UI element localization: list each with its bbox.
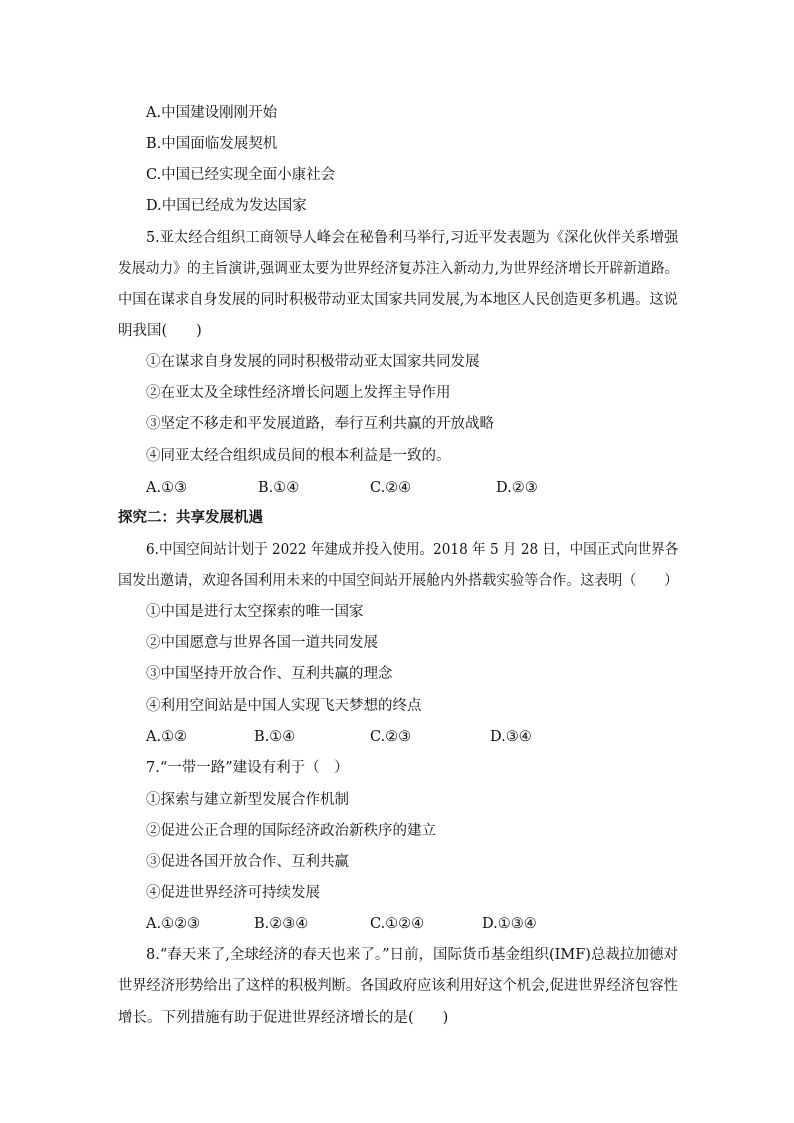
q7-choice-a: A.①②③ <box>146 916 201 932</box>
q6-item-1: ①中国是进行太空探索的唯一国家 <box>146 604 364 620</box>
q5-item-4: ④同亚太经合组织成员间的根本利益是一致的。 <box>146 448 451 464</box>
q7-item-3: ③促进各国开放合作、互利共赢 <box>146 854 349 870</box>
q6-stem-line: 国发出邀请，欢迎各国利用未来的中国空间站开展舱内外搭载实验等合作。这表明（ ） <box>118 573 679 589</box>
q8-stem-line: 8.“春天来了,全球经济的春天也来了。”日前，国际货币基金组织(IMF)总裁拉加德对 <box>146 947 678 963</box>
q8-stem-line: 世界经济形势给出了这样的积极判断。各国政府应该利用好这个机会,促进世界经济包容性 <box>118 978 678 994</box>
q6-choice-d: D.③④ <box>490 729 532 745</box>
q7-item-1: ①探索与建立新型发展合作机制 <box>146 792 349 808</box>
q5-item-1: ①在谋求自身发展的同时积极带动亚太国家共同发展 <box>146 354 480 370</box>
q5-choice-d: D.②③ <box>496 480 538 496</box>
q6-item-4: ④利用空间站是中国人实现飞天梦想的终点 <box>146 698 422 714</box>
q6-item-3: ③中国坚持开放合作、互利共赢的理念 <box>146 666 393 682</box>
q5-item-3: ③坚定不移走和平发展道路，奉行互利共赢的开放战略 <box>146 416 494 432</box>
section-heading: 探究二：共享发展机遇 <box>118 509 263 526</box>
q7-choice-d: D.①③④ <box>482 916 537 932</box>
q5-choice-c: C.②④ <box>370 480 412 496</box>
q7-stem: 7.“一带一路”建设有利于（ ） <box>146 760 349 776</box>
q4-option-d: D.中国已经成为发达国家 <box>146 198 307 214</box>
q7-item-2: ②促进公正合理的国际经济政治新秩序的建立 <box>146 823 436 839</box>
q6-choice-a: A.①② <box>146 729 188 745</box>
q4-option-b: B.中国面临发展契机 <box>146 136 278 152</box>
q6-choice-c: C.②③ <box>370 729 412 745</box>
q7-item-4: ④促进世界经济可持续发展 <box>146 885 320 901</box>
q4-option-c: C.中国已经实现全面小康社会 <box>146 167 336 183</box>
q5-stem-line: 5.亚太经合组织工商领导人峰会在秘鲁利马举行,习近平发表题为《深化伙伴关系增强 <box>146 230 679 246</box>
q5-item-2: ②在亚太及全球性经济增长问题上发挥主导作用 <box>146 385 451 401</box>
q6-item-2: ②中国愿意与世界各国一道共同发展 <box>146 635 378 651</box>
q8-stem-line: 增长。下列措施有助于促进世界经济增长的是( ) <box>118 1010 449 1026</box>
q4-option-a: A.中国建设刚刚开始 <box>146 105 278 121</box>
q5-choice-a: A.①③ <box>146 480 188 496</box>
q5-stem-line: 发展动力》的主旨演讲,强调亚太要为世界经济复苏注入新动力,为世界经济增长开辟新道路。 <box>118 261 679 277</box>
q7-choice-b: B.②③④ <box>254 916 309 932</box>
q6-stem-line: 6.中国空间站计划于 2022 年建成并投入使用。2018 年 5 月 28 日，中国正式向世界各 <box>146 542 679 558</box>
q5-stem-line: 明我国( ) <box>118 323 202 339</box>
q7-choice-c: C.①②④ <box>370 916 425 932</box>
q6-choice-b: B.①④ <box>254 729 296 745</box>
q5-choice-b: B.①④ <box>258 480 300 496</box>
q5-stem-line: 中国在谋求自身发展的同时积极带动亚太国家共同发展,为本地区人民创造更多机遇。这说 <box>118 292 678 308</box>
